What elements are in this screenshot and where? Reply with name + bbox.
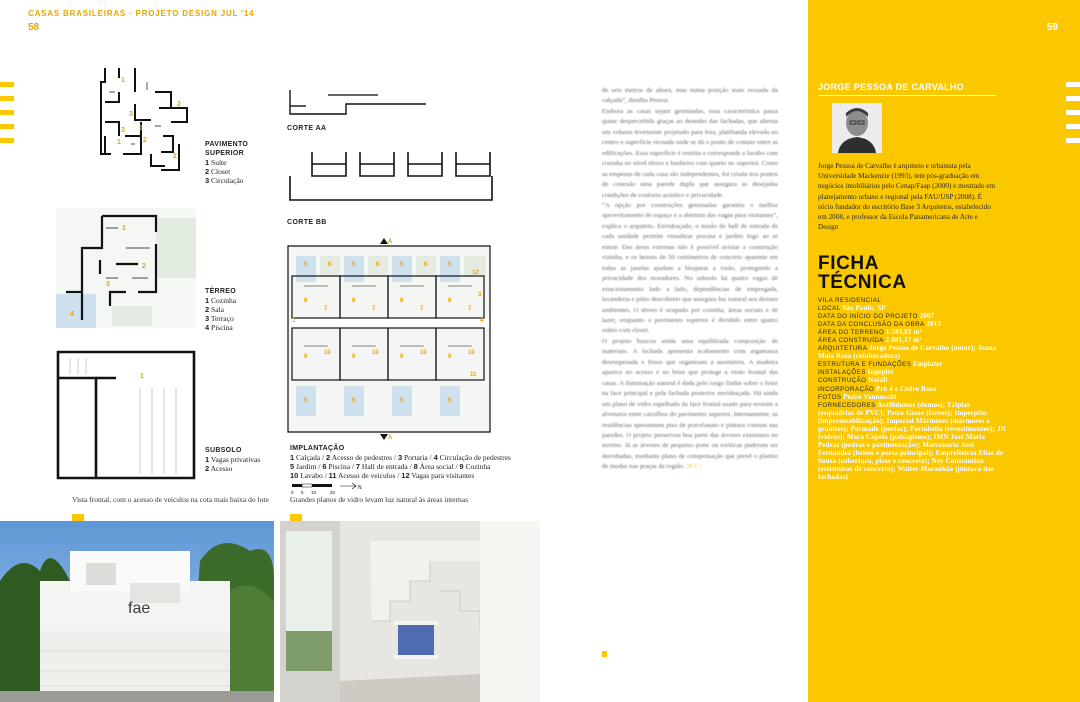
edge-tabs-left (0, 82, 14, 152)
legend-title: SUBSOLO (205, 447, 242, 454)
svg-text:A: A (388, 239, 393, 245)
svg-text:4: 4 (480, 318, 484, 324)
facade-sign: fae (128, 600, 151, 617)
svg-text:10: 10 (468, 350, 475, 356)
ficha-row: ÁREA CONSTRUÍDA 2.081,37 m² (818, 337, 922, 345)
svg-text:3: 3 (121, 127, 125, 134)
legend-item: 9 Cozinha (459, 462, 491, 471)
ficha-row: DATA DA CONCLUSÃO DA OBRA 2013 (818, 321, 941, 329)
svg-text:9: 9 (448, 354, 452, 360)
page-number-right: 59 (1046, 22, 1058, 33)
svg-text:6: 6 (424, 262, 428, 268)
ficha-row: INSTALAÇÕES Ingeplot (818, 369, 894, 377)
ficha-row: LOCAL São Paulo, SP (818, 305, 886, 313)
legend-item: 3 Portaria (397, 453, 428, 462)
ficha-tecnica (818, 297, 1008, 482)
svg-text:1: 1 (139, 125, 143, 132)
legend-item: 3 Terraço (205, 314, 234, 323)
column-marker (602, 651, 607, 657)
ficha-title: FICHA TÉCNICA (818, 253, 907, 293)
legend-title: TÉRREO (205, 288, 236, 295)
svg-text:6: 6 (328, 262, 332, 268)
legend-item: 6 Piscina (322, 462, 351, 471)
legend-title: IMPLANTAÇÃO (290, 445, 345, 452)
author-name: JORGE PESSOA DE CARVALHO (818, 82, 965, 92)
svg-text:5: 5 (352, 262, 356, 268)
svg-text:10: 10 (420, 350, 427, 356)
legend-item: 12 Vagas para visitantes (401, 471, 475, 480)
svg-text:9: 9 (304, 354, 308, 360)
ficha-type: VILA RESIDENCIAL (818, 297, 882, 304)
magazine-header: CASAS BRASILEIRAS · PROJETO DESIGN JUL '14 (28, 9, 255, 18)
legend-item: 1 Suíte (205, 158, 227, 167)
svg-text:8: 8 (400, 298, 404, 304)
edge-tabs-right (1066, 82, 1080, 152)
author-bio: Jorge Pessoa de Carvalho é arquiteto e urbanista pela Universidade Mackenzie (1993), tem pós-graduação em negócios imobiliários pelo Cenap/Faap (2000) e mestrado em planejamento urbano e regional pela FAU/USP (2008). É sócio fundador do escritório Base 3 Arquitetos, estabelecido em 2008, e professor da Escola Panamericana de Arte e Design (818, 162, 996, 232)
legend-item: 5 Jardim (290, 462, 317, 471)
svg-text:7: 7 (324, 306, 328, 312)
svg-text:9: 9 (400, 354, 404, 360)
legend-item: 1 Cozinha (205, 296, 237, 305)
svg-text:20: 20 (330, 490, 336, 495)
svg-text:7: 7 (420, 306, 424, 312)
svg-text:1: 1 (121, 77, 125, 84)
ficha-row: ARQUITETURA Jorge Pessoa de Carvalho (autor); Joana Maia Rosa (colaboradora) (818, 345, 997, 361)
section-aa-label: CORTE AA (287, 125, 327, 132)
svg-text:9: 9 (352, 354, 356, 360)
legend-item: 1 Vagas privativas (205, 455, 261, 464)
legend-item: 10 Lavabo (290, 471, 323, 480)
legend-item: 2 Closet (205, 167, 231, 176)
svg-text:0: 0 (291, 490, 294, 495)
svg-text:7: 7 (468, 306, 472, 312)
legend-item: 4 Piscina (205, 323, 233, 332)
caption-right-photo: Grandes planos de vidro levam luz natural às áreas internas (290, 495, 469, 504)
legend-subsolo (205, 446, 285, 473)
svg-text:6: 6 (448, 398, 452, 404)
svg-text:7: 7 (372, 306, 376, 312)
svg-text:12: 12 (472, 270, 479, 276)
page-number-left: 58 (28, 22, 40, 33)
svg-text:10: 10 (372, 350, 379, 356)
svg-text:1: 1 (122, 225, 126, 232)
svg-text:3: 3 (129, 111, 133, 118)
ficha-row: DATA DO INÍCIO DO PROJETO 2007 (818, 313, 935, 321)
legend-item: 1 Calçada (290, 453, 321, 462)
svg-text:8: 8 (352, 298, 356, 304)
legend-pavimento-superior (205, 140, 275, 185)
article-body (602, 86, 778, 473)
north-icon: N (358, 485, 362, 491)
svg-text:A: A (388, 435, 393, 441)
plan-subsolo (56, 348, 196, 482)
ficha-row: FOTOS Pedro Vannucchi (818, 393, 897, 401)
caption-left-photo: Vista frontal, com o acesso de veículos na cota mais baixa do lote (72, 495, 269, 504)
article-end-mark: |N.C.| (686, 463, 702, 471)
svg-text:1: 1 (140, 373, 144, 380)
article-paragraph: “A opção por construções geminadas garantiu o melhor aproveitamento do espaço e a abertura das vagas para visitantes”, explica o arquiteto. Envidraçado, o miolo do hall de entrada de cada unidade permite visualizar piscina e jardim logo ao se entrar. Das áreas externas não é possível avistar a construção vizinha, e os beirais de 50 centímetros de concreto aparente em todas as janelas ajudam a bloquear a visão, protegendo a privacidade dos moradores. No subsolo há quatro vagas de estacionamento lado a lado, dependências de empregada, lavanderia e pátio descoberto que assegura luz natural aos demais ambientes. O térreo é ocupado por cozinha, áreas sociais e de lazer, enquanto o pavimento superior é dividido entre quatro suítes com closet. (602, 201, 778, 335)
svg-text:11: 11 (470, 372, 477, 378)
svg-text:5: 5 (400, 262, 404, 268)
plan-implantacao (284, 236, 494, 441)
svg-text:5: 5 (400, 398, 404, 404)
legend-item: 2 Acesso de pedestres (326, 453, 393, 462)
svg-text:3: 3 (478, 292, 482, 298)
svg-text:10: 10 (311, 490, 317, 495)
section-aa-drawing (286, 86, 436, 120)
plan-terreo (56, 208, 196, 328)
svg-text:2: 2 (142, 263, 146, 270)
svg-text:5: 5 (301, 490, 304, 495)
legend-item: 4 Circulação de pedestres (433, 453, 511, 462)
legend-items: 1 Calçada / 2 Acesso de pedestres / 3 Portaria / 4 Circulação de pedestres 5 Jardim / 6 Piscina / 7 Hall de entrada / 8 Área social / 9 Cozinha 10 Lavabo / 11 Acesso de veículos / 12 Vagas para visitantes (290, 453, 511, 480)
legend-terreo (205, 287, 275, 332)
svg-text:6: 6 (352, 398, 356, 404)
photo-stairs (280, 521, 540, 702)
svg-text:10: 10 (324, 350, 331, 356)
legend-item: 3 Circulação (205, 176, 244, 185)
svg-text:4: 4 (70, 311, 74, 318)
legend-item: 11 Acesso de veículos (328, 471, 396, 480)
svg-text:3: 3 (106, 281, 110, 288)
ficha-row: INCORPORAÇÃO Pró 4 e Cedro Rosa (818, 385, 937, 393)
author-divider (818, 95, 996, 96)
svg-text:6: 6 (376, 262, 380, 268)
section-bb-label: CORTE BB (287, 219, 327, 226)
svg-text:2: 2 (177, 101, 181, 108)
article-paragraph: O projeto buscou ainda uma equilibrada composição de materiais. A fachada apresenta acabamento com argamassa desempenada e frisos que organizam a assimetria. A madeira aparece no acesso e no brise que protege a visão frontal das casas. A iluminação natural é dada pelo rasgo lindar sobre o brise na face principal e pela fachada posterior envidraçada. Há ainda um plano de vidro espelhado da face frontal usado para revestir a alvenaria entre caixilhos do pavimento superior. Internamente, as residências apresentam piso de porcelanato e pintura comum nas paredes. O projeto preservou boa parte das árvores existentes no terreno. Já as árvores de pequeno porte ou exóticas puderam ser derrubadas, mediante plano de compensação que prevê o plantio de mudas nas praças da região. |N.C.| (602, 337, 778, 471)
svg-text:8: 8 (448, 298, 452, 304)
section-bb-drawing (286, 146, 496, 206)
plan-pavimento-superior (95, 62, 195, 174)
svg-text:5: 5 (304, 262, 308, 268)
svg-text:2: 2 (143, 137, 147, 144)
legend-item: 8 Área social (413, 462, 454, 471)
ficha-row: ESTRUTURA E FUNDAÇÕES Emplater (818, 361, 943, 369)
photo-facade (0, 521, 274, 702)
legend-item: 2 Acesso (205, 464, 233, 473)
legend-item: 7 Hall de entrada (355, 462, 408, 471)
scale-bar (290, 482, 370, 496)
legend-item: 2 Sala (205, 305, 224, 314)
author-portrait (832, 103, 882, 153)
svg-text:8: 8 (304, 298, 308, 304)
legend-title: PAVIMENTO SUPERIOR (205, 141, 249, 157)
svg-text:5: 5 (448, 262, 452, 268)
article-paragraph: Embora as casas sejam geminadas, essa característica passa quase despercebida graças ao desenho das fachadas, que alterna um volume levemente projetado para fora, platibanda elevada no centro e superfície recuada onde se dá o ponto de contato entre as edificações. Essa superfície é restrita e corresponde a lavabo com cozinha no nível térreo e banheiro com quarto no superior. Como as empenas de cada casa são independentes, foi criada nos pontos de conexão uma parede dupla que assegura as desejadas condições de conforto acústico e privacidade. (602, 107, 778, 199)
ficha-row: ÁREA DO TERRENO 1.503,82 m² (818, 329, 922, 337)
ficha-row: CONSTRUÇÃO Natali (818, 377, 888, 385)
legend-implantacao (290, 444, 540, 480)
svg-text:1: 1 (117, 139, 121, 146)
svg-text:2: 2 (173, 153, 177, 160)
article-paragraph: de seis metros de altura, mas numa posição mais recuada da calçada”, detalha Pessoa. (602, 87, 778, 105)
ficha-suppliers: FORNECEDORES Acrilidomos (domos); Yziplas (esquadrias de PVC); Petro Gesso (forros); Imperplus (impermeabilização); Imperial Mármores (mármores e granitos); Pormade (portas); Portobello (revestimentos); JN (vidros); Mara Capela (paisagismo); IMN José Maria Pedras (pedras e pavimentação); Marcenaria José Fernandez (brises e porta principal); Empreiteiras Elias de Sousa (cobertura, pisos e concreto); Ney Constantino (estruturas de concreto); Walter Maranhão (pintura das fachadas) (818, 401, 1006, 482)
svg-text:5: 5 (304, 398, 308, 404)
svg-text:1: 1 (292, 318, 296, 324)
